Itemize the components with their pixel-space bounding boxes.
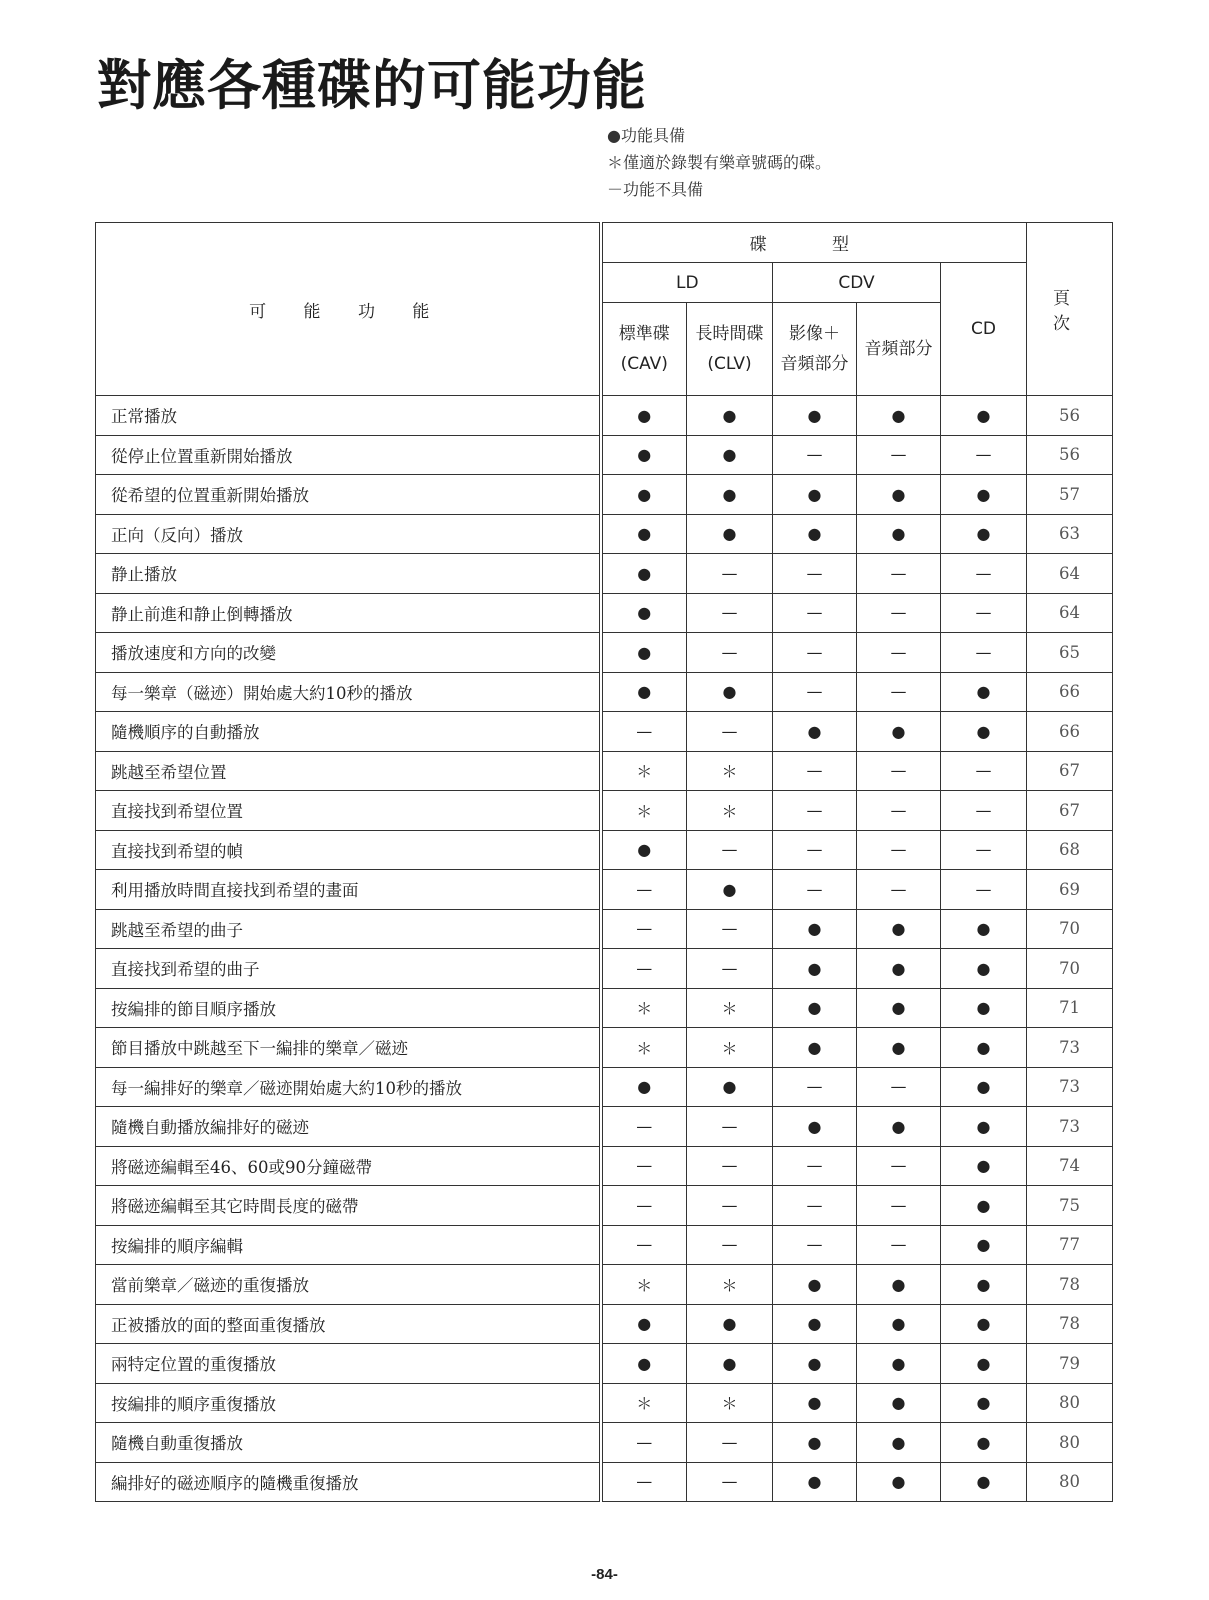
mark-cd: ● xyxy=(941,396,1027,436)
mark-cdv-audio: — xyxy=(857,593,941,633)
page-title: 對應各種碟的可能功能 xyxy=(97,54,647,117)
page-cell: 80 xyxy=(1027,1423,1113,1463)
page-cell: 74 xyxy=(1027,1146,1113,1186)
page-cell: 67 xyxy=(1027,751,1113,791)
mark-cdv-video: ● xyxy=(773,1265,857,1305)
page-cell: 69 xyxy=(1027,870,1113,910)
mark-cdv-video: ● xyxy=(773,1383,857,1423)
mark-cav: ＊ xyxy=(601,988,687,1028)
function-cell: 按編排的順序重復播放 xyxy=(96,1383,601,1423)
page-cell: 78 xyxy=(1027,1304,1113,1344)
table-row xyxy=(96,949,1113,989)
header-cdv-video-audio xyxy=(773,303,857,396)
page-cell: 68 xyxy=(1027,830,1113,870)
mark-clv: ● xyxy=(687,1304,773,1344)
page-cell: 56 xyxy=(1027,396,1113,436)
function-cell: 將磁迹編輯至46、60或90分鐘磁帶 xyxy=(96,1146,601,1186)
mark-cd: ● xyxy=(941,1225,1027,1265)
page-cell: 73 xyxy=(1027,1067,1113,1107)
mark-cd: — xyxy=(941,633,1027,673)
mark-clv: ● xyxy=(687,396,773,436)
function-cell: 跳越至希望位置 xyxy=(96,751,601,791)
function-cell: 從停止位置重新開始播放 xyxy=(96,435,601,475)
mark-cdv-video: ● xyxy=(773,475,857,515)
mark-cd: ● xyxy=(941,1304,1027,1344)
page-cell: 64 xyxy=(1027,593,1113,633)
mark-cdv-video: — xyxy=(773,435,857,475)
mark-cdv-video: — xyxy=(773,593,857,633)
mark-cdv-video: — xyxy=(773,1186,857,1226)
table-row xyxy=(96,1186,1113,1226)
page-cell: 73 xyxy=(1027,1107,1113,1147)
header-function: 可 能 功 能 xyxy=(96,223,601,396)
mark-clv: — xyxy=(687,554,773,594)
page-number: -84- xyxy=(591,1566,618,1583)
mark-cdv-audio: — xyxy=(857,751,941,791)
table-row xyxy=(96,1146,1113,1186)
table-row xyxy=(96,1265,1113,1305)
mark-cd: — xyxy=(941,554,1027,594)
table-row xyxy=(96,514,1113,554)
header-cdv-video-line2: 音頻部分 xyxy=(780,354,849,374)
page-cell: 70 xyxy=(1027,909,1113,949)
mark-clv: ● xyxy=(687,435,773,475)
mark-cd: ● xyxy=(941,672,1027,712)
page-cell: 73 xyxy=(1027,1028,1113,1068)
legend-available: ●功能具備 xyxy=(607,126,685,145)
mark-cd: — xyxy=(941,435,1027,475)
header-ld-cav xyxy=(601,303,687,396)
function-cell: 正向（反向）播放 xyxy=(96,514,601,554)
header-disc-type: 碟 型 xyxy=(601,223,1027,263)
mark-cav: — xyxy=(601,1225,687,1265)
table-row xyxy=(96,791,1113,831)
function-cell: 直接找到希望的曲子 xyxy=(96,949,601,989)
mark-cdv-audio: ● xyxy=(857,475,941,515)
mark-cd: — xyxy=(941,870,1027,910)
table-row xyxy=(96,1067,1113,1107)
mark-cdv-video: — xyxy=(773,1067,857,1107)
table-body xyxy=(96,396,1113,1502)
mark-cav: ● xyxy=(601,1304,687,1344)
mark-cav: ● xyxy=(601,396,687,436)
mark-cav: ＊ xyxy=(601,791,687,831)
mark-cdv-audio: ● xyxy=(857,988,941,1028)
mark-cdv-audio: — xyxy=(857,1067,941,1107)
mark-cav: — xyxy=(601,1423,687,1463)
mark-cdv-audio: — xyxy=(857,1225,941,1265)
table-row xyxy=(96,593,1113,633)
mark-cav: ● xyxy=(601,1344,687,1384)
header-page: 頁 次 xyxy=(1027,223,1113,396)
header-cdv-video-line1: 影像＋ xyxy=(789,324,840,344)
mark-cav: ● xyxy=(601,514,687,554)
mark-clv: ● xyxy=(687,1067,773,1107)
table-row xyxy=(96,1304,1113,1344)
table-row xyxy=(96,475,1113,515)
mark-cdv-audio: — xyxy=(857,791,941,831)
table-row xyxy=(96,751,1113,791)
mark-cdv-audio: ● xyxy=(857,1344,941,1384)
mark-cdv-video: ● xyxy=(773,514,857,554)
mark-cav: ＊ xyxy=(601,1265,687,1305)
mark-cav: — xyxy=(601,1186,687,1226)
header-ld: LD xyxy=(601,263,773,303)
mark-clv: — xyxy=(687,949,773,989)
mark-cdv-audio: ● xyxy=(857,1423,941,1463)
page-cell: 75 xyxy=(1027,1186,1113,1226)
page-cell: 79 xyxy=(1027,1344,1113,1384)
function-cell: 隨機順序的自動播放 xyxy=(96,712,601,752)
mark-cdv-audio: — xyxy=(857,870,941,910)
mark-clv: ＊ xyxy=(687,1383,773,1423)
mark-cd: ● xyxy=(941,1028,1027,1068)
mark-cd: ● xyxy=(941,514,1027,554)
mark-cdv-video: — xyxy=(773,633,857,673)
mark-cd: ● xyxy=(941,1186,1027,1226)
mark-clv: — xyxy=(687,593,773,633)
mark-cd: ● xyxy=(941,1462,1027,1502)
page-cell: 80 xyxy=(1027,1462,1113,1502)
table-row xyxy=(96,712,1113,752)
mark-clv: ＊ xyxy=(687,1028,773,1068)
mark-cdv-audio: — xyxy=(857,633,941,673)
mark-cd: ● xyxy=(941,1383,1027,1423)
mark-clv: — xyxy=(687,1186,773,1226)
mark-cd: ● xyxy=(941,1067,1027,1107)
mark-cdv-video: — xyxy=(773,830,857,870)
mark-cav: ● xyxy=(601,475,687,515)
mark-cav: ● xyxy=(601,830,687,870)
mark-cd: ● xyxy=(941,1265,1027,1305)
table-row xyxy=(96,435,1113,475)
function-cell: 每一樂章（磁迹）開始處大約10秒的播放 xyxy=(96,672,601,712)
page-cell: 78 xyxy=(1027,1265,1113,1305)
mark-clv: ＊ xyxy=(687,1265,773,1305)
mark-cav: — xyxy=(601,1146,687,1186)
mark-cav: ＊ xyxy=(601,1383,687,1423)
page-cell: 57 xyxy=(1027,475,1113,515)
function-cell: 直接找到希望位置 xyxy=(96,791,601,831)
header-ld-clv-line1: 長時間碟 xyxy=(695,324,764,344)
page-cell: 66 xyxy=(1027,672,1113,712)
mark-cd: — xyxy=(941,791,1027,831)
function-cell: 静止播放 xyxy=(96,554,601,594)
table-row xyxy=(96,1107,1113,1147)
mark-cav: ● xyxy=(601,633,687,673)
mark-clv: — xyxy=(687,633,773,673)
mark-cav: ● xyxy=(601,554,687,594)
mark-cdv-video: ● xyxy=(773,712,857,752)
page-cell: 56 xyxy=(1027,435,1113,475)
mark-cav: ● xyxy=(601,1067,687,1107)
mark-cdv-audio: ● xyxy=(857,712,941,752)
mark-cdv-audio: — xyxy=(857,830,941,870)
header-cdv-audio: 音頻部分 xyxy=(857,303,941,396)
mark-cdv-video: — xyxy=(773,672,857,712)
mark-clv: ＊ xyxy=(687,988,773,1028)
function-cell: 利用播放時間直接找到希望的畫面 xyxy=(96,870,601,910)
table-row xyxy=(96,396,1113,436)
mark-cav: ● xyxy=(601,672,687,712)
function-cell: 從希望的位置重新開始播放 xyxy=(96,475,601,515)
mark-clv: — xyxy=(687,1462,773,1502)
mark-cav: — xyxy=(601,1107,687,1147)
function-cell: 静止前進和静止倒轉播放 xyxy=(96,593,601,633)
mark-clv: — xyxy=(687,1146,773,1186)
table-row xyxy=(96,1383,1113,1423)
table-row xyxy=(96,1462,1113,1502)
table-row xyxy=(96,870,1113,910)
mark-cdv-video: ● xyxy=(773,1344,857,1384)
mark-cdv-video: ● xyxy=(773,1107,857,1147)
mark-clv: ● xyxy=(687,672,773,712)
mark-cdv-audio: — xyxy=(857,672,941,712)
mark-cdv-video: — xyxy=(773,870,857,910)
mark-cdv-video: ● xyxy=(773,1028,857,1068)
function-cell: 正被播放的面的整面重復播放 xyxy=(96,1304,601,1344)
legend-not-available: －功能不具備 xyxy=(607,180,704,199)
table-row xyxy=(96,633,1113,673)
mark-cdv-audio: ● xyxy=(857,1028,941,1068)
mark-cdv-video: ● xyxy=(773,949,857,989)
function-cell: 兩特定位置的重復播放 xyxy=(96,1344,601,1384)
mark-cdv-audio: ● xyxy=(857,909,941,949)
table-row xyxy=(96,1225,1113,1265)
page-cell: 63 xyxy=(1027,514,1113,554)
mark-cav: — xyxy=(601,1462,687,1502)
header-ld-clv-line2: (CLV) xyxy=(707,354,752,374)
mark-cdv-audio: ● xyxy=(857,1265,941,1305)
table-row xyxy=(96,672,1113,712)
mark-clv: — xyxy=(687,830,773,870)
mark-cdv-audio: — xyxy=(857,1146,941,1186)
mark-clv: ● xyxy=(687,514,773,554)
mark-cdv-video: — xyxy=(773,1225,857,1265)
mark-cdv-video: — xyxy=(773,554,857,594)
header-ld-cav-line2: (CAV) xyxy=(620,354,668,374)
mark-cav: ● xyxy=(601,593,687,633)
mark-cdv-video: ● xyxy=(773,1462,857,1502)
page-cell: 77 xyxy=(1027,1225,1113,1265)
function-cell: 隨機自動重復播放 xyxy=(96,1423,601,1463)
function-cell: 將磁迹編輯至其它時間長度的磁帶 xyxy=(96,1186,601,1226)
mark-cd: — xyxy=(941,830,1027,870)
mark-cdv-audio: ● xyxy=(857,1107,941,1147)
mark-clv: ● xyxy=(687,475,773,515)
mark-cd: ● xyxy=(941,909,1027,949)
header-cdv: CDV xyxy=(773,263,941,303)
mark-cdv-audio: ● xyxy=(857,396,941,436)
table-row xyxy=(96,830,1113,870)
mark-cav: — xyxy=(601,870,687,910)
mark-cdv-video: ● xyxy=(773,1304,857,1344)
mark-cdv-audio: ● xyxy=(857,1383,941,1423)
mark-clv: — xyxy=(687,1107,773,1147)
page-cell: 70 xyxy=(1027,949,1113,989)
page-cell: 65 xyxy=(1027,633,1113,673)
mark-cav: ● xyxy=(601,435,687,475)
legend-track-number-only: ＊僅適於錄製有樂章號碼的碟。 xyxy=(607,153,832,172)
mark-cd: ● xyxy=(941,949,1027,989)
function-cell: 編排好的磁迹順序的隨機重復播放 xyxy=(96,1462,601,1502)
function-cell: 節目播放中跳越至下一編排的樂章／磁迹 xyxy=(96,1028,601,1068)
mark-clv: ● xyxy=(687,1344,773,1384)
mark-cdv-video: ● xyxy=(773,396,857,436)
mark-clv: — xyxy=(687,1225,773,1265)
table-row xyxy=(96,909,1113,949)
function-cell: 直接找到希望的幀 xyxy=(96,830,601,870)
table-row xyxy=(96,554,1113,594)
mark-clv: — xyxy=(687,909,773,949)
page-cell: 71 xyxy=(1027,988,1113,1028)
mark-cd: ● xyxy=(941,988,1027,1028)
mark-cd: ● xyxy=(941,1423,1027,1463)
function-table xyxy=(95,222,1113,1502)
mark-cd: — xyxy=(941,593,1027,633)
mark-cd: ● xyxy=(941,1146,1027,1186)
mark-clv: ＊ xyxy=(687,791,773,831)
function-cell: 隨機自動播放編排好的磁迹 xyxy=(96,1107,601,1147)
function-cell: 當前樂章／磁迹的重復播放 xyxy=(96,1265,601,1305)
page-cell: 67 xyxy=(1027,791,1113,831)
mark-cdv-audio: ● xyxy=(857,1462,941,1502)
mark-cdv-audio: — xyxy=(857,554,941,594)
function-cell: 按編排的節目順序播放 xyxy=(96,988,601,1028)
header-ld-clv xyxy=(687,303,773,396)
function-cell: 播放速度和方向的改變 xyxy=(96,633,601,673)
table-row xyxy=(96,988,1113,1028)
header-cd: CD xyxy=(941,263,1027,396)
mark-clv: — xyxy=(687,712,773,752)
table-row xyxy=(96,1423,1113,1463)
mark-clv: ＊ xyxy=(687,751,773,791)
page-cell: 66 xyxy=(1027,712,1113,752)
page-cell: 80 xyxy=(1027,1383,1113,1423)
table-row xyxy=(96,1028,1113,1068)
mark-cav: ＊ xyxy=(601,751,687,791)
mark-cd: ● xyxy=(941,712,1027,752)
mark-cdv-audio: — xyxy=(857,435,941,475)
mark-cd: — xyxy=(941,751,1027,791)
legend xyxy=(607,122,831,203)
mark-cav: — xyxy=(601,909,687,949)
function-cell: 每一編排好的樂章／磁迹開始處大約10秒的播放 xyxy=(96,1067,601,1107)
mark-cdv-video: — xyxy=(773,791,857,831)
table-row xyxy=(96,1344,1113,1384)
mark-cdv-video: ● xyxy=(773,988,857,1028)
mark-cd: ● xyxy=(941,1344,1027,1384)
mark-cdv-video: ● xyxy=(773,1423,857,1463)
function-cell: 跳越至希望的曲子 xyxy=(96,909,601,949)
function-cell: 正常播放 xyxy=(96,396,601,436)
page-cell: 64 xyxy=(1027,554,1113,594)
mark-cav: — xyxy=(601,712,687,752)
header-ld-cav-line1: 標準碟 xyxy=(618,324,670,344)
mark-cdv-audio: ● xyxy=(857,514,941,554)
mark-clv: ● xyxy=(687,870,773,910)
mark-cav: ＊ xyxy=(601,1028,687,1068)
mark-cdv-audio: ● xyxy=(857,949,941,989)
mark-cdv-video: ● xyxy=(773,909,857,949)
mark-cd: ● xyxy=(941,475,1027,515)
mark-clv: — xyxy=(687,1423,773,1463)
mark-cdv-video: — xyxy=(773,751,857,791)
mark-cdv-audio: ● xyxy=(857,1304,941,1344)
mark-cd: ● xyxy=(941,1107,1027,1147)
mark-cdv-audio: — xyxy=(857,1186,941,1226)
mark-cav: — xyxy=(601,949,687,989)
function-cell: 按編排的順序編輯 xyxy=(96,1225,601,1265)
mark-cdv-video: — xyxy=(773,1146,857,1186)
